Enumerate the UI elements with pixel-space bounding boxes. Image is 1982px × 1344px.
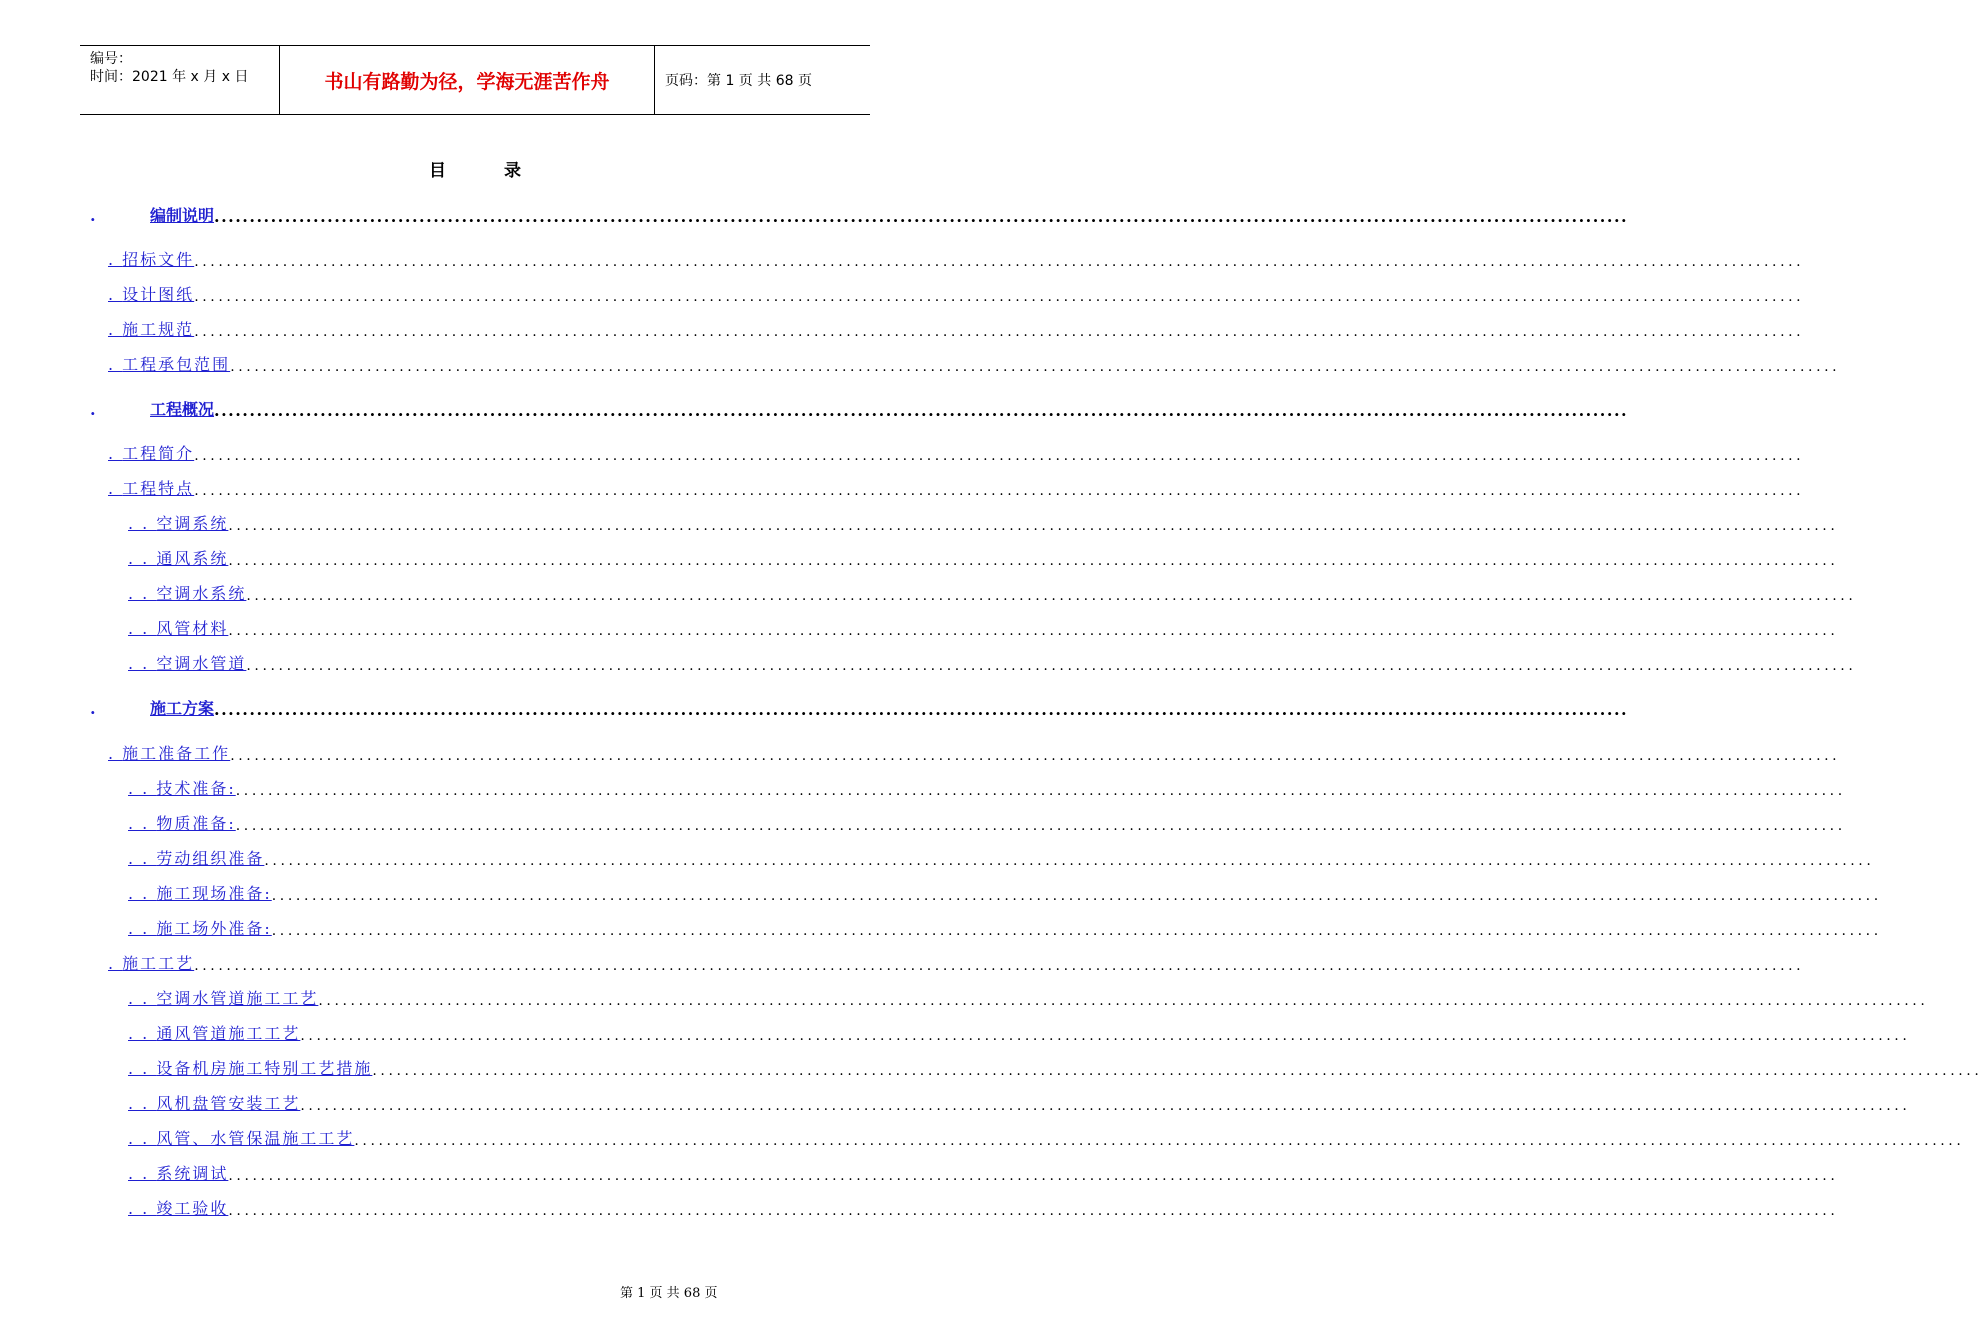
toc-label: 风管材料 <box>156 619 229 638</box>
toc-leader-dots: ........................................................................................................................................................................................................ <box>228 553 1839 569</box>
toc-link[interactable] <box>108 741 230 764</box>
toc-number: . <box>90 699 96 718</box>
toc-number: . . <box>128 849 157 868</box>
toc-entry <box>0 283 1805 305</box>
toc-entry <box>0 1022 1911 1044</box>
toc-number: . <box>108 444 123 463</box>
toc-number: . . <box>128 549 157 568</box>
toc-entry <box>0 442 1805 464</box>
toc-entry <box>0 547 1839 569</box>
toc-leader-dots: ........................................................................................................................................................................................................ <box>228 1168 1839 1184</box>
toc-entry <box>0 398 1629 420</box>
toc-label: 施工准备工作 <box>122 744 231 763</box>
toc-entry <box>0 1127 1965 1149</box>
toc-label: 设备机房施工特别工艺措施 <box>156 1059 373 1078</box>
toc-label: 物质准备: <box>156 814 236 833</box>
toc-link[interactable] <box>90 203 214 226</box>
toc-entry <box>0 812 1846 834</box>
toc-leader-dots: ........................................................................................................................................................................................................ <box>194 448 1805 464</box>
page-info: 页码：第 1 页 共 68 页 <box>665 73 812 89</box>
toc-entry <box>0 353 1841 375</box>
toc-number: . . <box>128 619 157 638</box>
toc-label: 系统调试 <box>156 1164 229 1183</box>
toc-leader-dots: ........................................................................................................................................................................................................ <box>246 658 1857 674</box>
toc-entry <box>0 1197 1839 1219</box>
toc-number: . . <box>128 584 157 603</box>
toc-number: . <box>108 744 123 763</box>
toc-entry <box>0 318 1805 340</box>
toc-label: 设计图纸 <box>122 285 195 304</box>
toc-link[interactable] <box>108 951 194 974</box>
time-label: 时间：2021 年 x 月 x 日 <box>90 69 249 85</box>
motto: 书山有路勤为径，学海无涯苦作舟 <box>280 46 655 114</box>
toc-label: 空调水系统 <box>156 584 247 603</box>
toc-label: 施工规范 <box>122 320 195 339</box>
toc-label: 风机盘管安装工艺 <box>156 1094 301 1113</box>
toc-label: 技术准备: <box>156 779 236 798</box>
toc-label: 工程概况 <box>150 400 215 419</box>
toc-leader-dots: ........................................................................................................................................................................................................ <box>194 289 1805 305</box>
toc-link[interactable] <box>108 317 194 340</box>
toc-link[interactable] <box>128 511 228 534</box>
toc-leader-dots: ........................................................................................................................................................................................................ <box>230 359 1841 375</box>
toc-link[interactable] <box>90 696 214 719</box>
toc-label: 施工现场准备: <box>156 884 272 903</box>
toc-link[interactable] <box>128 986 318 1009</box>
toc-link[interactable] <box>128 616 228 639</box>
toc-label: 施工工艺 <box>122 954 195 973</box>
toc-entry <box>0 952 1805 974</box>
toc-number: . . <box>128 884 157 903</box>
toc-link[interactable] <box>108 282 194 305</box>
toc-number: . . <box>128 654 157 673</box>
toc-entry <box>0 617 1839 639</box>
toc-label: 通风管道施工工艺 <box>156 1024 301 1043</box>
toc-entry <box>0 512 1839 534</box>
toc-leader-dots: ........................................................................................................................................................................................................ <box>194 324 1805 340</box>
toc-link[interactable] <box>128 1196 228 1219</box>
toc-number: . . <box>128 989 157 1008</box>
page-footer: 第 1 页 共 68 页 <box>620 1286 718 1301</box>
toc-leader-dots: ........................................................................................................................................................................................................ <box>230 748 1841 764</box>
header-table <box>80 45 870 115</box>
toc-link[interactable] <box>128 1021 300 1044</box>
code-label: 编号： <box>90 51 132 67</box>
toc-title: 目录 <box>429 161 579 181</box>
toc-link[interactable] <box>128 1126 354 1149</box>
toc-entry <box>0 882 1882 904</box>
toc-entry <box>0 847 1875 869</box>
toc-leader-dots: ........................................................................................................................................................................................................ <box>300 1098 1911 1114</box>
toc-leader-dots: ........................................................................................................................................................................................................ <box>214 207 1629 226</box>
toc-link[interactable] <box>128 1091 300 1114</box>
toc-leader-dots: ........................................................................................................................................................................................................ <box>264 853 1875 869</box>
toc-label: 工程简介 <box>122 444 195 463</box>
toc-link[interactable] <box>108 352 230 375</box>
toc-entry <box>0 697 1629 719</box>
toc-number: . <box>90 206 96 225</box>
toc-link[interactable] <box>128 581 246 604</box>
toc-link[interactable] <box>128 846 264 869</box>
toc-entry <box>0 777 1846 799</box>
toc-link[interactable] <box>128 651 246 674</box>
toc-link[interactable] <box>128 881 272 904</box>
toc-leader-dots: ........................................................................................................................................................................................................ <box>300 1028 1911 1044</box>
toc-link[interactable] <box>128 811 236 834</box>
toc-entry <box>0 477 1805 499</box>
toc-label: 风管、水管保温施工工艺 <box>156 1129 355 1148</box>
toc-leader-dots: ........................................................................................................................................................................................................ <box>372 1063 1982 1079</box>
toc-number: . . <box>128 1094 157 1113</box>
toc-link[interactable] <box>90 397 214 420</box>
toc-label: 空调水管道 <box>156 654 247 673</box>
toc-number: . . <box>128 1129 157 1148</box>
toc-number: . <box>108 285 123 304</box>
toc-leader-dots: ........................................................................................................................................................................................................ <box>228 623 1839 639</box>
toc-label: 施工方案 <box>150 699 215 718</box>
toc-entry <box>0 742 1841 764</box>
toc-entry <box>0 1162 1839 1184</box>
toc-leader-dots: ........................................................................................................................................................................................................ <box>194 483 1805 499</box>
toc-link[interactable] <box>108 441 194 464</box>
toc-number: . <box>108 479 123 498</box>
toc-link[interactable] <box>128 1161 228 1184</box>
toc-number: . <box>90 400 96 419</box>
toc-number: . . <box>128 814 157 833</box>
toc-label: 编制说明 <box>150 206 215 225</box>
toc-leader-dots: ........................................................................................................................................................................................................ <box>354 1133 1965 1149</box>
toc-number: . . <box>128 1059 157 1078</box>
toc-leader-dots: ........................................................................................................................................................................................................ <box>271 923 1882 939</box>
toc-link[interactable] <box>128 1056 372 1079</box>
toc-number: . <box>108 320 123 339</box>
toc-link[interactable] <box>128 916 272 939</box>
toc-label: 竣工验收 <box>156 1199 229 1218</box>
toc-label: 招标文件 <box>122 250 195 269</box>
toc-link[interactable] <box>128 546 228 569</box>
toc-leader-dots: ........................................................................................................................................................................................................ <box>214 401 1629 420</box>
toc-number: . . <box>128 514 157 533</box>
toc-entry <box>0 1057 1982 1079</box>
toc-entry <box>0 582 1857 604</box>
toc-leader-dots: ........................................................................................................................................................................................................ <box>318 993 1929 1009</box>
toc-label: 施工场外准备: <box>156 919 272 938</box>
toc-link[interactable] <box>128 776 236 799</box>
toc-leader-dots: ........................................................................................................................................................................................................ <box>246 588 1857 604</box>
toc-number: . <box>108 355 123 374</box>
toc-entry <box>0 652 1857 674</box>
toc-leader-dots: ........................................................................................................................................................................................................ <box>235 783 1846 799</box>
toc-entry <box>0 917 1882 939</box>
toc-leader-dots: ........................................................................................................................................................................................................ <box>235 818 1846 834</box>
toc-entry <box>0 987 1929 1009</box>
toc-label: 通风系统 <box>156 549 229 568</box>
toc-leader-dots: ........................................................................................................................................................................................................ <box>194 958 1805 974</box>
toc-link[interactable] <box>108 476 194 499</box>
toc-leader-dots: ........................................................................................................................................................................................................ <box>214 700 1629 719</box>
toc-number: . . <box>128 1164 157 1183</box>
toc-number: . <box>108 954 123 973</box>
toc-label: 空调水管道施工工艺 <box>156 989 319 1008</box>
toc-entry <box>0 204 1629 226</box>
toc-leader-dots: ........................................................................................................................................................................................................ <box>228 1203 1839 1219</box>
toc-leader-dots: ........................................................................................................................................................................................................ <box>271 888 1882 904</box>
header-info-cell <box>80 46 280 114</box>
toc-label: 工程承包范围 <box>122 355 231 374</box>
toc-link[interactable] <box>108 247 194 270</box>
toc-label: 空调系统 <box>156 514 229 533</box>
toc-leader-dots: ........................................................................................................................................................................................................ <box>194 254 1805 270</box>
toc-label: 工程特点 <box>122 479 195 498</box>
toc-number: . . <box>128 1199 157 1218</box>
toc-number: . . <box>128 779 157 798</box>
toc-number: . <box>108 250 123 269</box>
toc-entry <box>0 1092 1911 1114</box>
toc-number: . . <box>128 1024 157 1043</box>
toc-label: 劳动组织准备 <box>156 849 265 868</box>
toc-entry <box>0 248 1805 270</box>
toc-leader-dots: ........................................................................................................................................................................................................ <box>228 518 1839 534</box>
toc-number: . . <box>128 919 157 938</box>
